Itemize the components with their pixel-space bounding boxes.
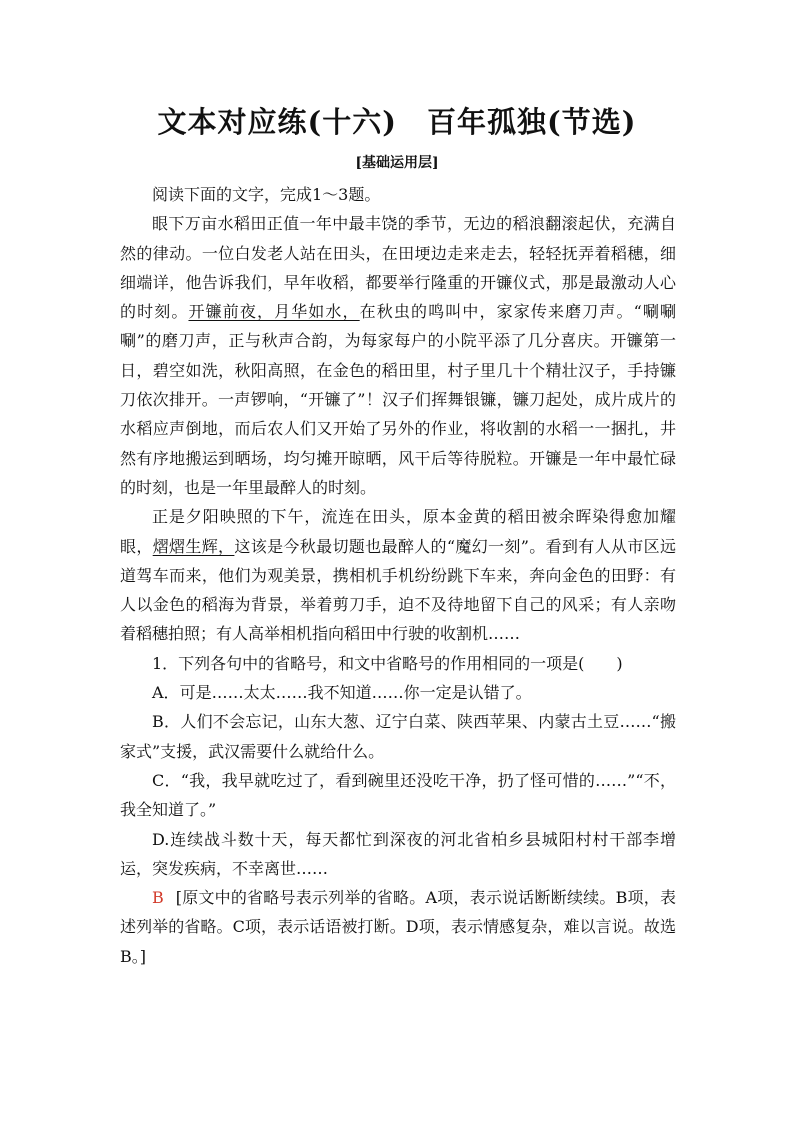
answer-letter: B [152, 888, 164, 908]
page-title: 文本对应练(十六) 百年孤独(节选) [157, 105, 637, 139]
passage-text: 这该是今秋最切题也最醉人的“魔幻一刻”。看到有人从市区远道驾车而来，他们为观美景，携相机手机纷纷跳下车来，奔向金色的田野：有人以金色的稻海为背景，举着剪刀手，迫不及待地留下自己的风采；有人亲吻着稻穗拍照；有人高举相机指向稻田中行驶的收割机…… [120, 536, 676, 644]
underlined-phrase: 熠熠生辉， [152, 536, 235, 556]
instruction-text: 阅读下面的文字，完成1～3题。 [152, 185, 381, 204]
option-text: 可是……太太……我不知道……你一定是认错了。 [179, 683, 532, 703]
document-body [120, 180, 676, 971]
option-c [120, 766, 676, 825]
answer-block [120, 883, 676, 971]
underlined-phrase: 开镰前夜，月华如水， [188, 302, 360, 322]
answer-explanation: [原文中的省略号表示列举的省略。A项，表示说话断断续续。B项，表述列举的省略。C项，表示话语被打断。D项，表示情感复杂，难以言说。故选B。] [120, 888, 676, 966]
option-d [120, 825, 676, 884]
option-letter: B． [152, 712, 181, 732]
option-text: 连续战斗数十天，每天都忙到深夜的河北省柏乡县城阳村村干部李增运，突发疾病，不幸离世…… [120, 829, 676, 878]
option-a [120, 678, 676, 707]
option-letter: C． [152, 770, 181, 790]
option-b [120, 707, 676, 766]
passage-paragraph-2 [120, 502, 676, 648]
passage-text: 眼下万亩水稻田正值一年中最丰饶的季节，无边的稻浪翻滚起伏，充满自然的律动。一位白发老人站在田头，在田埂边走来走去，轻轻抚弄着稻穗，细细端详，他告诉我们，早年收稻，都要举行隆重的开镰仪式，那是最激动人心的时刻。 [120, 214, 676, 322]
option-letter: D. [152, 829, 170, 849]
option-letter: A． [152, 683, 180, 703]
passage-paragraph-1 [120, 209, 676, 502]
option-text: 人们不会忘记，山东大葱、辽宁白菜、陕西苹果、内蒙古土豆……“搬家式”支援，武汉需要什么就给什么。 [120, 712, 676, 761]
passage-text: 正是夕阳映照的下午，流连在田头，原本金黄的稻田被余晖染得愈加耀眼， [120, 507, 676, 556]
section-heading: [基础运用层] [355, 155, 439, 171]
question-stem: 1．下列各句中的省略号，和文中省略号的作用相同的一项是( ) [152, 653, 623, 673]
option-text: “我，我早就吃过了，看到碗里还没吃干净，扔了怪可惜的……”“不，我全知道了。” [120, 770, 676, 820]
passage-text: 在秋虫的鸣叫中，家家传来磨刀声。“唰唰唰”的磨刀声，正与秋声合韵，为每家每户的小院平添了几分喜庆。开镰第一日，碧空如洗，秋阳高照，在金色的稻田里，村子里几十个精壮汉子，手持镰刀依次排开。一声锣响，“开镰了”！汉子们挥舞银镰，镰刀起处，成片成片的水稻应声倒地，而后农人们又开始了另外的作业，将收割的水稻一一捆扎，井然有序地搬运到晒场，均匀摊开晾晒，风干后等待脱粒。开镰是一年中最忙碌的时刻，也是一年里最醉人的时刻。 [120, 302, 676, 497]
